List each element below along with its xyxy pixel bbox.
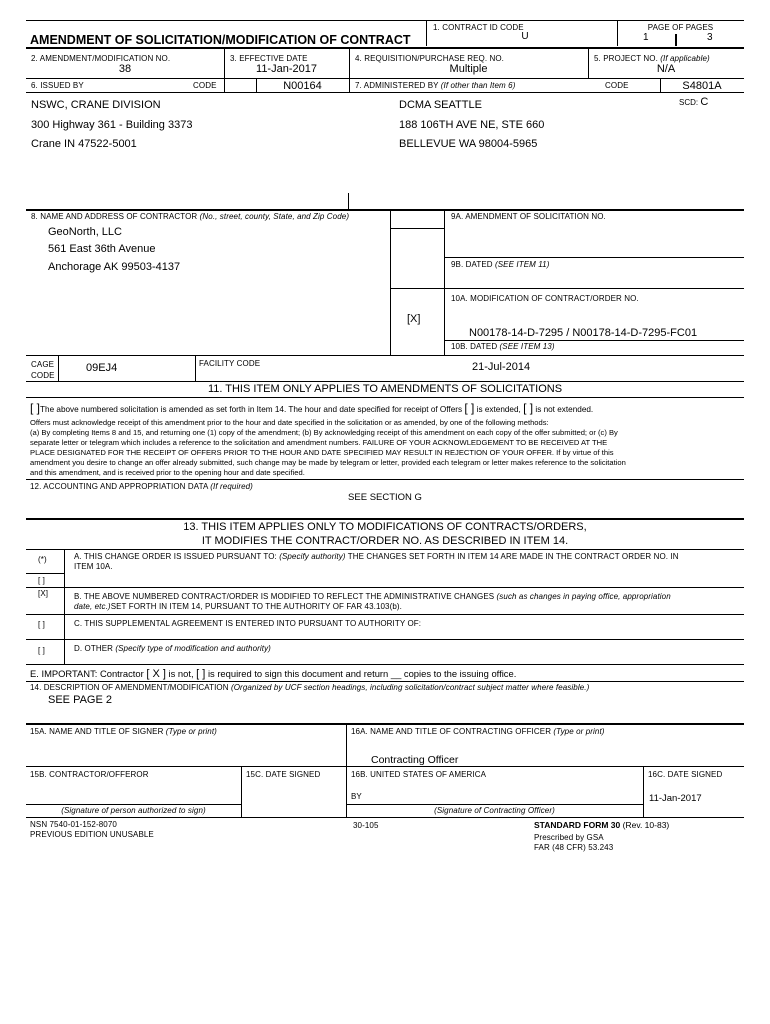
item11-checkbox-2: [ ] [464, 401, 475, 415]
administered-by-line-2: 188 106TH AVE NE, STE 660 [399, 119, 545, 131]
project-number: N/A [656, 63, 676, 75]
cage-code: 09EJ4 [86, 362, 118, 374]
item9a-label: 9A. AMENDMENT OF SOLICITATION NO. [451, 212, 606, 221]
page-count: 3 [707, 32, 713, 43]
scd-label: SCD: [679, 98, 699, 107]
issued-by-line-1: NSWC, CRANE DIVISION [31, 99, 161, 111]
contractor-street: 561 East 36th Avenue [48, 243, 156, 255]
item3-label: 3. EFFECTIVE DATE [230, 54, 308, 63]
administered-by-code-label: CODE [605, 81, 629, 90]
issued-by-line-3: Crane IN 47522-5001 [31, 138, 137, 150]
item16a-note: (Type or print) [553, 727, 605, 736]
item11-para-3: separate letter or telegram which includes a reference to the solicitation and amendment numbers. FAILURE OF YOUR ACKNOWLEDGEMENT TO BE RECEIVED AT THE [30, 438, 608, 447]
item15a-label: 15A. NAME AND TITLE OF SIGNER [30, 727, 164, 736]
scd-value: C [700, 96, 709, 108]
item-e-text-1: E. IMPORTANT: Contractor [30, 668, 144, 679]
item8-label: 8. NAME AND ADDRESS OF CONTRACTOR [31, 212, 198, 221]
item10a-label: 10A. MODIFICATION OF CONTRACT/ORDER NO. [451, 294, 639, 303]
item7-note: (If other than Item 6) [440, 81, 516, 90]
item-e-blank: __ [390, 668, 402, 679]
item13-mark-a: (*) [38, 555, 47, 564]
issued-by-code: N00164 [283, 80, 322, 92]
form-code: 30-105 [353, 821, 379, 830]
item13-b-note-1: (such as changes in paying office, appropriation [496, 592, 671, 601]
item13-mark-b: [X] [38, 589, 49, 598]
item11-para-1: Offers must acknowledge receipt of this amendment prior to the hour and date specified in the solicitation or as amended, by one of the following methods: [30, 418, 549, 427]
item1-label: 1. CONTRACT ID CODE [433, 23, 524, 32]
prescribed-by: Prescribed by GSA [534, 833, 604, 842]
contractor-city: Anchorage AK 99503-4137 [48, 261, 181, 273]
cage-label-2: CODE [31, 371, 55, 380]
item10a-check: [X] [407, 313, 421, 325]
effective-date: 11-Jan-2017 [256, 63, 317, 75]
previous-edition-note: PREVIOUS EDITION UNUSABLE [30, 830, 154, 839]
far-reference: FAR (48 CFR) 53.243 [534, 843, 614, 852]
item-e-text-2: is not, [168, 668, 194, 679]
contractor-name: GeoNorth, LLC [48, 226, 122, 238]
item14-note: (Organized by UCF section headings, including solicitation/contract subject matter where feasible.) [230, 683, 590, 692]
standard-form-label: STANDARD FORM 30 [534, 820, 621, 830]
officer-date-signed: 11-Jan-2017 [649, 793, 702, 804]
contract-order-number: N00178-14-D-7295 / N00178-14-D-7295-FC01 [469, 327, 698, 339]
item2-label: 2. AMENDMENT/MODIFICATION NO. [31, 54, 171, 63]
administered-by-line-1: DCMA SEATTLE [399, 99, 482, 111]
item11-para-2: (a) By completing Items 8 and 15, and returning one (1) copy of the amendment; (b) By acknowledging receipt of this amendment on each copy of the offer submitted; or (c) By [30, 428, 618, 437]
item10b-label: 10B. DATED [451, 342, 498, 351]
item13-b-text-1: B. THE ABOVE NUMBERED CONTRACT/ORDER IS MODIFIED TO REFLECT THE ADMINISTRATIVE CHANGES [74, 592, 495, 601]
item13-mark-c: [ ] [38, 620, 45, 629]
item11-para-5: amendment you desire to change an offer already submitted, such change may be made by telegram or letter, provided each telegram or letter makes reference to the solicitation [30, 458, 626, 467]
issued-by-code-label: CODE [193, 81, 217, 90]
item-e-check-1: [ X ] [146, 668, 166, 680]
accounting-data: SEE SECTION G [348, 492, 422, 503]
modification-dated: 21-Jul-2014 [472, 361, 531, 373]
item-e-text-4: copies to the issuing office. [403, 668, 517, 679]
standard-form-revision: (Rev. 10-83) [622, 820, 670, 830]
requisition-number: Multiple [449, 63, 488, 75]
item8-note: (No., street, county, State, and Zip Code) [199, 212, 350, 221]
item6-label: 6. ISSUED BY [31, 81, 84, 90]
item-e-check-2: [ ] [196, 668, 206, 680]
item11-title: 11. THIS ITEM ONLY APPLIES TO AMENDMENTS OF SOLICITATIONS [207, 383, 563, 395]
page-of-pages-label: PAGE OF PAGES [647, 23, 714, 32]
item4-label: 4. REQUISITION/PURCHASE REQ. NO. [355, 54, 505, 63]
item11-para-4: PLACE DESIGNATED FOR THE RECEIPT OF OFFERS PRIOR TO THE HOUR AND DATE SPECIFIED MAY RESULT IN REJECTION OF YOUR OFFER. If by virtue of this [30, 448, 614, 457]
item13-c-text: C. THIS SUPPLEMENTAL AGREEMENT IS ENTERED INTO PURSUANT TO AUTHORITY OF: [74, 619, 422, 628]
item11-text-3: is not extended. [535, 405, 594, 414]
item12-label: 12. ACCOUNTING AND APPROPRIATION DATA [30, 482, 208, 491]
item15c-label: 15C. DATE SIGNED [246, 770, 321, 779]
item13-mark-blank: [ ] [38, 576, 45, 585]
item5-label: 5. PROJECT NO. [594, 54, 658, 63]
item11-text-2: is extended, [476, 405, 521, 414]
item7-label: 7. ADMINISTERED BY [355, 81, 439, 90]
item11-checkbox-3: [ ] [523, 401, 534, 415]
page-number: 1 [643, 32, 649, 43]
item13-mark-d: [ ] [38, 646, 45, 655]
item14-label: 14. DESCRIPTION OF AMENDMENT/MODIFICATION [30, 683, 229, 692]
item13-title-1: 13. THIS ITEM APPLIES ONLY TO MODIFICATIONS OF CONTRACTS/ORDERS, [183, 521, 587, 533]
item13-b-note-2: date, etc.) [74, 602, 111, 611]
item13-a-text-3: ITEM 10A. [74, 562, 113, 571]
item13-a-text-1: A. THIS CHANGE ORDER IS ISSUED PURSUANT TO: [74, 552, 277, 561]
item15a-note: (Type or print) [165, 727, 217, 736]
administered-by-code: S4801A [682, 80, 722, 92]
item15b-label: 15B. CONTRACTOR/OFFEROR [30, 770, 149, 779]
cage-label-1: CAGE [31, 360, 55, 369]
item12-note: (If required) [210, 482, 253, 491]
facility-code-label: FACILITY CODE [199, 359, 261, 368]
item16a-label: 16A. NAME AND TITLE OF CONTRACTING OFFICER [351, 727, 552, 736]
contract-id-code: U [521, 31, 529, 42]
item11-para-6: and this amendment, and is received prior to the opening hour and date specified. [30, 468, 305, 477]
item16c-label: 16C. DATE SIGNED [648, 770, 723, 779]
contractor-signature-caption: (Signature of person authorized to sign) [61, 806, 206, 815]
form-title: AMENDMENT OF SOLICITATION/MODIFICATION OF CONTRACT [30, 33, 411, 47]
item13-b-text-2: SET FORTH IN ITEM 14, PURSUANT TO THE AUTHORITY OF FAR 43.103(b). [110, 602, 402, 611]
amendment-number: 38 [118, 63, 132, 75]
issued-by-line-2: 300 Highway 361 - Building 3373 [31, 119, 193, 131]
by-label: BY [351, 792, 362, 801]
item13-a-note: (Specify authority) [279, 552, 346, 561]
item16b-label: 16B. UNITED STATES OF AMERICA [351, 770, 487, 779]
item13-a-text-2: THE CHANGES SET FORTH IN ITEM 14 ARE MADE IN THE CONTRACT ORDER NO. IN [347, 552, 679, 561]
item10b-note: (SEE ITEM 13) [499, 342, 555, 351]
administered-by-line-3: BELLEVUE WA 98004-5965 [399, 138, 538, 150]
contracting-officer-name: Contracting Officer [371, 754, 459, 766]
description-value: SEE PAGE 2 [48, 694, 112, 706]
nsn-number: NSN 7540-01-152-8070 [30, 820, 117, 829]
item13-d-text: D. OTHER [74, 644, 114, 653]
item9b-label: 9B. DATED [451, 260, 493, 269]
item-e-text-3: is required to sign this document and return [207, 668, 389, 679]
item11-checkbox-1: [ ] [30, 401, 41, 415]
officer-signature-caption: (Signature of Contracting Officer) [434, 806, 555, 815]
item9b-note: (SEE ITEM 11) [494, 260, 550, 269]
item5-note: (If applicable) [660, 54, 710, 63]
item11-text-1: The above numbered solicitation is amended as set forth in Item 14. The hour and date specified for receipt of Offers [40, 405, 463, 414]
item13-d-note: (Specify type of modification and authority) [115, 644, 271, 653]
item13-title-2: IT MODIFIES THE CONTRACT/ORDER NO. AS DESCRIBED IN ITEM 14. [201, 535, 569, 547]
